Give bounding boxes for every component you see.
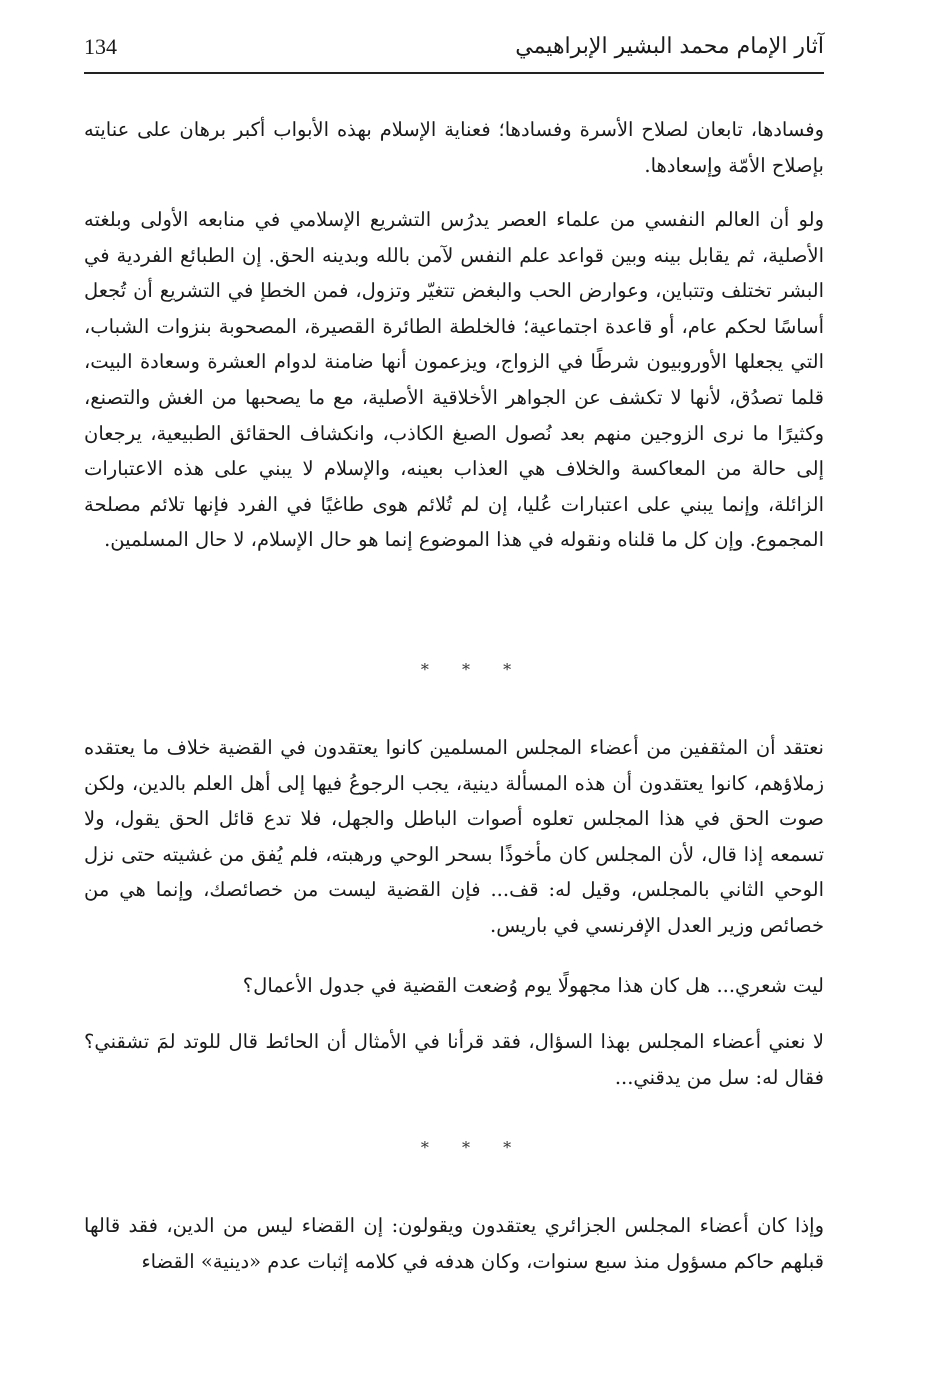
paragraph-text: ولو أن العالم النفسي من علماء العصر يدرُس التشريع الإسلامي في منابعه الأولى وبلغته الأصلية، ثم يقابل بينه وبين قواعد علم النفس لآمن بالله وبدينه الحق. إن الطبائع الفردية في البشر تختلف وتتباين، وعوارض الحب والبغض تتغيّر وتزول، فمن الخطإ في التشريع أن تُجعل أساسًا لحكم عام، أو قاعدة اجتماعية؛ فالخلطة الطائرة القصيرة، المصحوبة بنزوات الشباب، التي يجعلها الأوروبيون شرطًا في الزواج، ويزعمون أنها ضامنة لدوام العشرة وسعادة البيت، قلما تصدُق، لأنها لا تكشف عن الجواهر الأخلاقية الأصلية، مع ما يصحبها من الغش والتصنع، وكثيرًا ما نرى الزوجين منهم بعد نُصول الصبغ الكاذب، وانكشاف الحقائق الطبيعية، يرجعان إلى حالة من المعاكسة والخلاف هي العذاب بعينه، والإسلام لا يبني على هذه الاعتبارات الزائلة، وإنما يبني على اعتبارات عُليا، إن لم تُلائم هوى طاغيًا في الفرد فإنها تلائم مصلحة المجموع. وإن كل ما قلناه ونقوله في هذا الموضوع إنما هو حال الإسلام، لا حال المسلمين. [84, 208, 824, 552]
paragraph-text: وفسادها، تابعان لصلاح الأسرة وفسادها؛ فعناية الإسلام بهذه الأبواب أكبر برهان على عنايته بإصلاح الأمّة وإسعادها. [84, 118, 824, 177]
page-header [84, 28, 824, 74]
page-number: 134 [84, 34, 117, 59]
paragraph-2 [84, 202, 824, 558]
paragraph-text: نعتقد أن المثقفين من أعضاء المجلس المسلمين كانوا يعتقدون في القضية خلاف ما يعتقده زملاؤهم، كانوا يعتقدون أن هذه المسألة دينية، يجب الرجوعُ فيها إلى أهل العلم بالدين، ولكن صوت الحق في هذا المجلس تعلوه أصوات الباطل والجهل، فلا تدع قائل الحق يقول، ولا تسمعه إذا قال، لأن المجلس كان مأخوذًا بسحر الوحي ورهبته، فلم يُفق من غشيته حتى نزل الوحي الثاني بالمجلس، وقيل له: قف... فإن القضية ليست من خصائصك، وإنما هي من خصائص وزير العدل الإفرنسي في باريس. [84, 736, 824, 937]
paragraph-6 [84, 1208, 824, 1279]
paragraph-1 [84, 112, 824, 183]
paragraph-3 [84, 730, 824, 944]
paragraph-text: ليت شعري... هل كان هذا مجهولًا يوم وُضعت القضية في جدول الأعمال؟ [242, 974, 824, 997]
paragraph-text: وإذا كان أعضاء المجلس الجزائري يعتقدون ويقولون: إن القضاء ليس من الدين، فقد قالها قبلهم حاكم مسؤول منذ سبع سنوات، وكان هدفه في كلامه إثبات عدم «دينية» القضاء [84, 1214, 824, 1273]
section-separator: * * * [420, 1138, 526, 1157]
paragraph-5 [84, 1024, 824, 1095]
paragraph-text: لا نعني أعضاء المجلس بهذا السؤال، فقد قرأنا في الأمثال أن الحائط قال للوتد لمَ تشقني؟ فقال له: سل من يدقني... [84, 1030, 824, 1089]
running-title: آثار الإمام محمد البشير الإبراهيمي [515, 34, 824, 59]
paragraph-4 [84, 968, 824, 1004]
section-separator: * * * [420, 660, 526, 679]
